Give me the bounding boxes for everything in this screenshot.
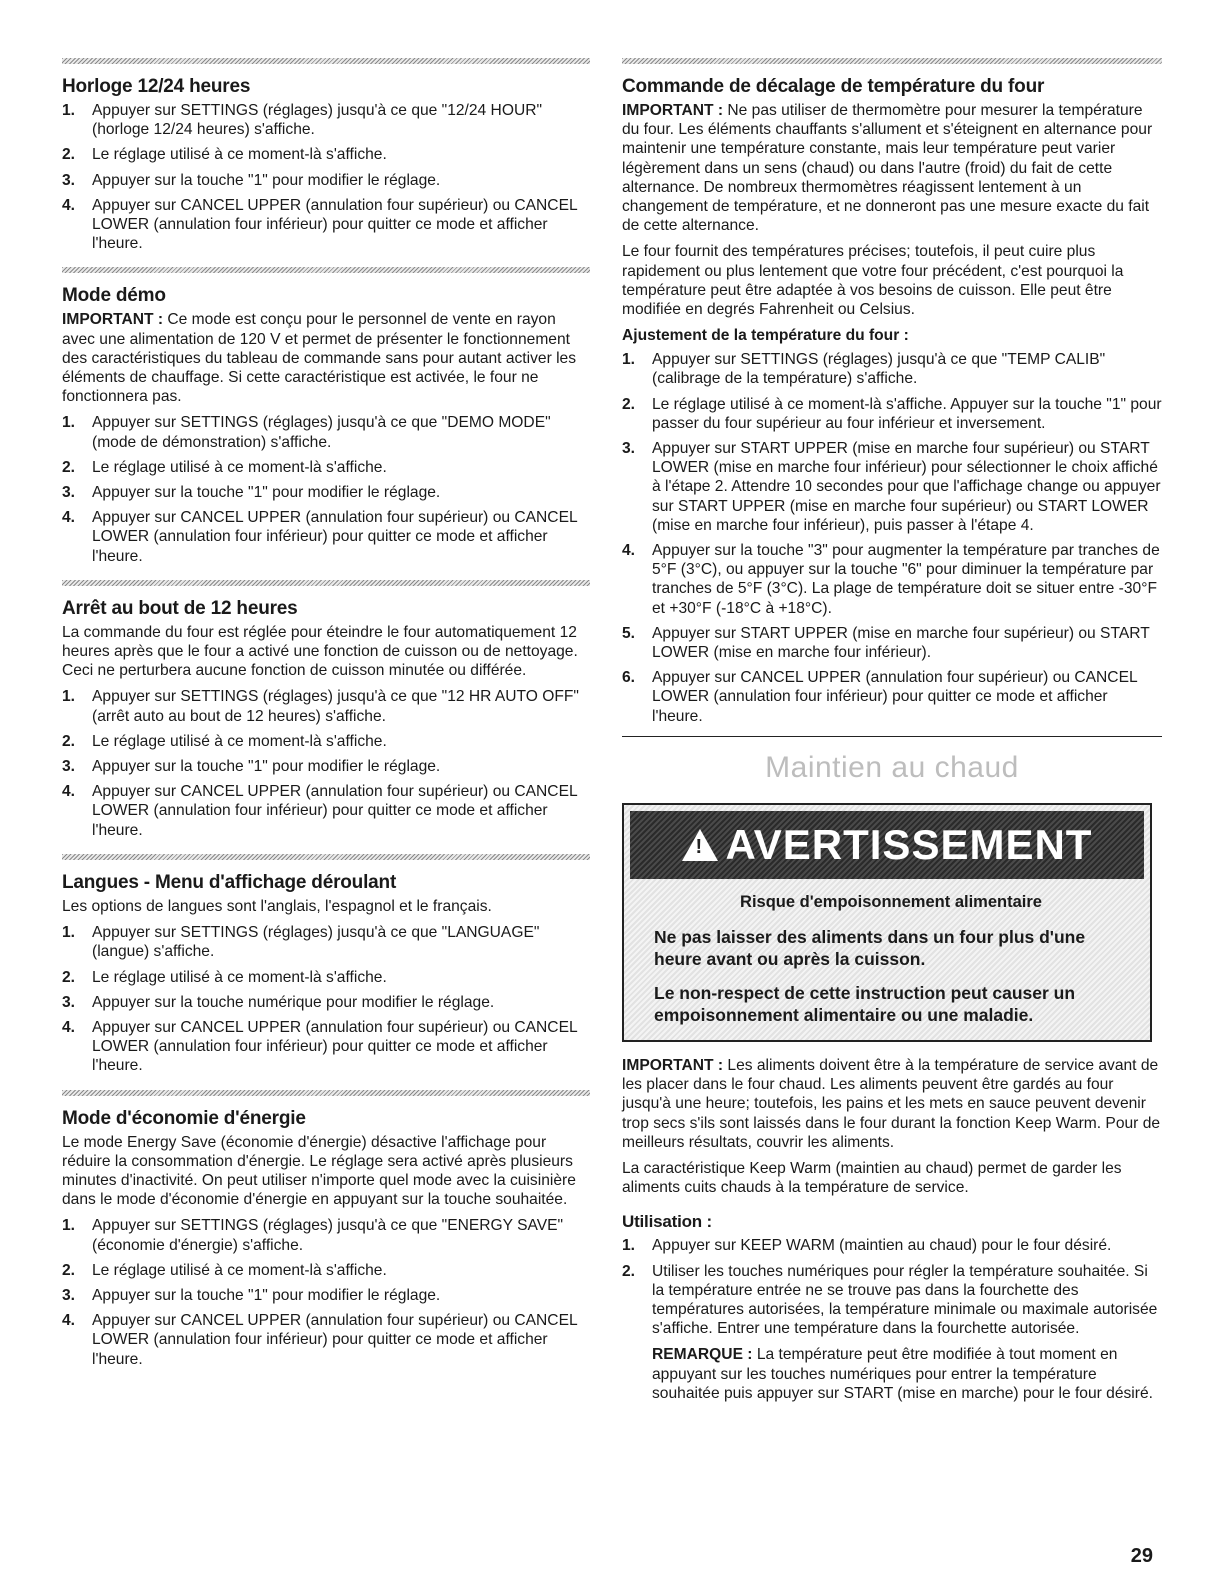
body-paragraph: Le four fournit des températures précises; toutefois, il peut cuire plus rapidement ou plus lentement que votre four précédent, c'est pourquoi la température peut être adaptée à vos besoins de cuisson. Elle peut être modifiée en degrés Fahrenheit ou Celsius. bbox=[622, 243, 1124, 319]
list-item bbox=[62, 483, 590, 502]
step-number: 2. bbox=[62, 146, 76, 164]
important-label: IMPORTANT : bbox=[62, 311, 164, 329]
section-divider bbox=[62, 1090, 590, 1096]
step-text: Appuyer sur la touche "1" pour modifier le réglage. bbox=[92, 171, 441, 189]
list-item bbox=[62, 923, 590, 961]
list-item bbox=[622, 541, 1162, 618]
step-text: Appuyer sur CANCEL UPPER (annulation four supérieur) ou CANCEL LOWER (annulation four inférieur) pour quitter ce mode et afficher l'heure. bbox=[652, 669, 1138, 725]
step-number: 2. bbox=[62, 1261, 76, 1279]
step-text: Appuyer sur SETTINGS (réglages) jusqu'à ce que "12/24 HOUR" (horloge 12/24 heures) s'affiche. bbox=[92, 102, 543, 139]
section-clock-12-24 bbox=[62, 76, 590, 253]
step-text: Appuyer sur CANCEL UPPER (annulation four supérieur) ou CANCEL LOWER (annulation four inférieur) pour quitter ce mode et afficher l'heure. bbox=[92, 509, 578, 565]
list-item bbox=[62, 1286, 590, 1305]
list-item bbox=[62, 458, 590, 477]
important-label: IMPORTANT : bbox=[622, 1056, 724, 1074]
section-divider bbox=[622, 58, 1162, 64]
list-item bbox=[622, 1236, 1162, 1255]
step-number: 4. bbox=[62, 1018, 76, 1036]
section-heading: Mode démo bbox=[62, 285, 166, 307]
right-column bbox=[622, 58, 1162, 1417]
list-item bbox=[62, 968, 590, 987]
step-number: 3. bbox=[62, 1286, 76, 1304]
section-temp-offset bbox=[622, 76, 1162, 726]
step-text: Le réglage utilisé à ce moment-là s'affiche. Appuyer sur la touche "1" pour passer du four supérieur au four inférieur et inversement. bbox=[652, 395, 1162, 432]
section-heading: Mode d'économie d'énergie bbox=[62, 1107, 306, 1129]
warning-header-label: AVERTISSEMENT bbox=[725, 820, 1093, 868]
step-text: Appuyer sur CANCEL UPPER (annulation four supérieur) ou CANCEL LOWER (annulation four inférieur) pour quitter ce mode et afficher l'heure. bbox=[92, 1018, 578, 1075]
step-text: Appuyer sur SETTINGS (réglages) jusqu'à ce que "12 HR AUTO OFF" (arrêt auto au bout de 12 heures) s'affiche. bbox=[92, 688, 579, 725]
step-number: 2. bbox=[622, 395, 636, 413]
step-number: 2. bbox=[62, 458, 76, 476]
list-item bbox=[62, 413, 590, 451]
warning-text: Le non-respect de cette instruction peut causer un empoisonnement alimentaire ou une maladie. bbox=[654, 982, 1076, 1025]
step-number: 1. bbox=[622, 351, 636, 369]
intro-paragraph: Les options de langues sont l'anglais, l'espagnol et le français. bbox=[62, 897, 492, 915]
list-item bbox=[622, 395, 1162, 433]
subheading-usage: Utilisation : bbox=[622, 1212, 712, 1232]
step-number: 3. bbox=[622, 440, 636, 458]
warning-box bbox=[622, 803, 1152, 1042]
step-text: Appuyer sur la touche "1" pour modifier le réglage. bbox=[92, 484, 441, 502]
list-item bbox=[62, 171, 590, 190]
section-divider bbox=[62, 267, 590, 273]
step-number: 4. bbox=[62, 1312, 76, 1330]
important-paragraph bbox=[622, 101, 1162, 235]
list-item bbox=[622, 350, 1162, 388]
intro-paragraph: Le mode Energy Save (économie d'énergie) désactive l'affichage pour réduire la consommation d'énergie. Le réglage sera activé après plusieurs minutes d'inactivité. On peut utiliser n'importe quel mode avec la cuisinière dans le mode d'économie d'énergie en appuyant sur la touche souhaitée. bbox=[62, 1133, 576, 1209]
step-number: 3. bbox=[62, 171, 76, 189]
step-number: 3. bbox=[62, 993, 76, 1011]
step-text: Appuyer sur la touche "1" pour modifier le réglage. bbox=[92, 1286, 441, 1304]
list-item bbox=[62, 196, 590, 254]
list-item bbox=[62, 1311, 590, 1369]
step-number: 2. bbox=[622, 1262, 636, 1280]
section-divider bbox=[62, 580, 590, 586]
step-text: Utiliser les touches numériques pour régler la température souhaitée. Si la température entrée ne se trouve pas dans la fourchette des températures autorisées, la température minimale ou maximale autorisée s'affiche. Entrer une température dans la fourchette autorisée. bbox=[652, 1262, 1158, 1338]
step-text: Appuyer sur CANCEL UPPER (annulation four supérieur) ou CANCEL LOWER (annulation four inférieur) pour quitter ce mode et afficher l'heure. bbox=[92, 783, 578, 839]
step-text: Le réglage utilisé à ce moment-là s'affiche. bbox=[92, 146, 387, 164]
steps-list bbox=[62, 1216, 590, 1368]
body-paragraph: La caractéristique Keep Warm (maintien au chaud) permet de garder les aliments cuits chauds à la température de service. bbox=[622, 1159, 1122, 1197]
step-number: 3. bbox=[62, 758, 76, 776]
step-number: 2. bbox=[62, 968, 76, 986]
step-number: 1. bbox=[62, 688, 76, 706]
left-column bbox=[62, 58, 590, 1383]
remark-text: La température peut être modifiée à tout moment en appuyant sur les touches numériques pour entrer la température souhaitée puis appuyer sur START (mise en marche) pour le four désiré. bbox=[652, 1346, 1153, 1402]
step-number: 1. bbox=[62, 1217, 76, 1235]
step-number: 4. bbox=[622, 542, 636, 560]
warning-title: Risque d'empoisonnement alimentaire bbox=[740, 892, 1042, 911]
list-item bbox=[62, 101, 590, 139]
step-text: Le réglage utilisé à ce moment-là s'affiche. bbox=[92, 1261, 387, 1279]
list-item bbox=[62, 732, 590, 751]
page-number: 29 bbox=[1130, 1545, 1153, 1567]
section-divider bbox=[62, 854, 590, 860]
section-12h-auto-off bbox=[62, 598, 590, 840]
list-item bbox=[62, 782, 590, 840]
steps-list bbox=[62, 687, 590, 839]
subheading: Ajustement de la température du four : bbox=[622, 327, 909, 345]
step-text: Le réglage utilisé à ce moment-là s'affiche. bbox=[92, 458, 387, 476]
horizontal-rule bbox=[622, 736, 1162, 737]
step-number: 4. bbox=[62, 783, 76, 801]
section-keep-warm bbox=[622, 1056, 1162, 1403]
section-heading: Arrêt au bout de 12 heures bbox=[62, 597, 298, 619]
step-text: Appuyer sur CANCEL UPPER (annulation four supérieur) ou CANCEL LOWER (annulation four inférieur) pour quitter ce mode et afficher l'heure. bbox=[92, 1312, 578, 1368]
section-heading: Commande de décalage de température du four bbox=[622, 76, 1045, 97]
step-number: 4. bbox=[62, 509, 76, 527]
warning-triangle-icon: ! bbox=[682, 829, 718, 861]
step-number: 1. bbox=[62, 414, 76, 432]
list-item bbox=[62, 145, 590, 164]
section-languages bbox=[62, 872, 590, 1076]
important-text: Les aliments doivent être à la température de service avant de les placer dans le four chaud. Les aliments peuvent être gardés au four jusqu'à une heure; toutefois, les pains et les mets en sauce peuvent devenir trop secs s'ils sont laissés dans le four durant la fonction Keep Warm. Pour de meilleurs résultats, couvrir les aliments. bbox=[622, 1056, 1161, 1151]
steps-list bbox=[62, 413, 590, 565]
list-item bbox=[62, 993, 590, 1012]
warning-text: Ne pas laisser des aliments dans un four plus d'une heure avant ou après la cuisson. bbox=[654, 926, 1086, 969]
step-number: 1. bbox=[62, 102, 76, 119]
step-number: 5. bbox=[622, 624, 636, 642]
warning-header bbox=[630, 811, 1144, 879]
list-item bbox=[62, 1018, 590, 1076]
step-number: 6. bbox=[622, 669, 636, 687]
section-demo-mode bbox=[62, 285, 590, 565]
list-item bbox=[62, 508, 590, 566]
list-item bbox=[622, 668, 1162, 726]
list-item bbox=[622, 1262, 1162, 1403]
list-item bbox=[62, 687, 590, 725]
step-text: Appuyer sur SETTINGS (réglages) jusqu'à ce que "DEMO MODE" (mode de démonstration) s'affiche. bbox=[92, 414, 551, 451]
step-number: 4. bbox=[62, 196, 76, 214]
list-item bbox=[622, 439, 1162, 535]
steps-list bbox=[622, 1236, 1162, 1403]
step-text: Appuyer sur la touche "1" pour modifier le réglage. bbox=[92, 758, 441, 776]
section-heading: Langues - Menu d'affichage déroulant bbox=[62, 871, 397, 893]
list-item bbox=[62, 1216, 590, 1254]
list-item bbox=[62, 1261, 590, 1280]
section-title-keep-warm: Maintien au chaud bbox=[765, 750, 1019, 784]
step-number: 2. bbox=[62, 732, 76, 750]
step-text: Appuyer sur CANCEL UPPER (annulation four supérieur) ou CANCEL LOWER (annulation four inférieur) pour quitter ce mode et afficher l'heure. bbox=[92, 196, 578, 253]
step-text: Appuyer sur START UPPER (mise en marche four supérieur) ou START LOWER (mise en marche four inférieur) pour sélectionner le choix affiché à l'étape 2. Attendre 10 secondes pour que l'affichage change ou appuyer sur START UPPER (mise en marche four supérieur) ou START LOWER (mise en marche four inférieur), puis passer à l'étape 4. bbox=[652, 440, 1161, 534]
steps-list bbox=[62, 101, 590, 253]
step-text: Appuyer sur la touche numérique pour modifier le réglage. bbox=[92, 993, 495, 1011]
steps-list bbox=[62, 923, 590, 1075]
step-text: Appuyer sur SETTINGS (réglages) jusqu'à ce que "TEMP CALIB" (calibrage de la température) s'affiche. bbox=[652, 351, 1106, 388]
important-text: Ne pas utiliser de thermomètre pour mesurer la température du four. Les éléments chauffants s'allument et s'éteignent en alternance pour maintenir une température constante, mais leur température peut varier légèrement dans un sens (chaud) ou dans l'autre (froid) du fait de cette alternance. De nombreux thermomètres réagissent lentement à un changement de température, et ne donneront pas une mesure exacte du fait de cette alternance. bbox=[622, 102, 1153, 235]
step-text: Appuyer sur la touche "3" pour augmenter la température par tranches de 5°F (3°C), ou appuyer sur la touche "6" pour diminuer la température par tranches de 5°F (3°C). La plage de température doit se situer entre -30°F et +30°F (-18°C à +18°C). bbox=[652, 542, 1160, 617]
section-energy-save bbox=[62, 1108, 590, 1369]
remark-label: REMARQUE : bbox=[652, 1346, 753, 1364]
list-item bbox=[622, 624, 1162, 662]
section-divider bbox=[62, 58, 590, 64]
important-paragraph bbox=[62, 310, 590, 406]
step-text: Appuyer sur SETTINGS (réglages) jusqu'à ce que "LANGUAGE" (langue) s'affiche. bbox=[92, 924, 540, 961]
step-text: Appuyer sur START UPPER (mise en marche four supérieur) ou START LOWER (mise en marche four inférieur). bbox=[652, 624, 1150, 662]
step-text: Appuyer sur KEEP WARM (maintien au chaud) pour le four désiré. bbox=[652, 1237, 1112, 1255]
step-text: Le réglage utilisé à ce moment-là s'affiche. bbox=[92, 968, 387, 986]
remark-paragraph bbox=[652, 1345, 1162, 1403]
step-text: Le réglage utilisé à ce moment-là s'affiche. bbox=[92, 732, 387, 750]
important-label: IMPORTANT : bbox=[622, 102, 724, 119]
section-heading: Horloge 12/24 heures bbox=[62, 76, 251, 97]
intro-paragraph: La commande du four est réglée pour éteindre le four automatiquement 12 heures après que le four a activé une fonction de cuisson ou de nettoyage. Ceci ne perturbera aucune fonction de cuisson minutée ou différée. bbox=[62, 623, 578, 680]
list-item bbox=[62, 757, 590, 776]
step-text: Appuyer sur SETTINGS (réglages) jusqu'à ce que "ENERGY SAVE" (économie d'énergie) s'affiche. bbox=[92, 1217, 564, 1254]
important-paragraph bbox=[622, 1056, 1162, 1152]
warning-body bbox=[624, 879, 1150, 1040]
steps-list bbox=[622, 350, 1162, 726]
step-number: 1. bbox=[62, 924, 76, 942]
step-number: 3. bbox=[62, 484, 76, 502]
step-number: 1. bbox=[622, 1237, 636, 1255]
important-text: Ce mode est conçu pour le personnel de vente en rayon avec une alimentation de 120 V et permet de présenter le fonctionnement des caractéristiques du tableau de commande sans pour autant activer les éléments de chauffage. Si cette caractéristique est activée, le four ne fonctionnera pas. bbox=[62, 311, 577, 406]
